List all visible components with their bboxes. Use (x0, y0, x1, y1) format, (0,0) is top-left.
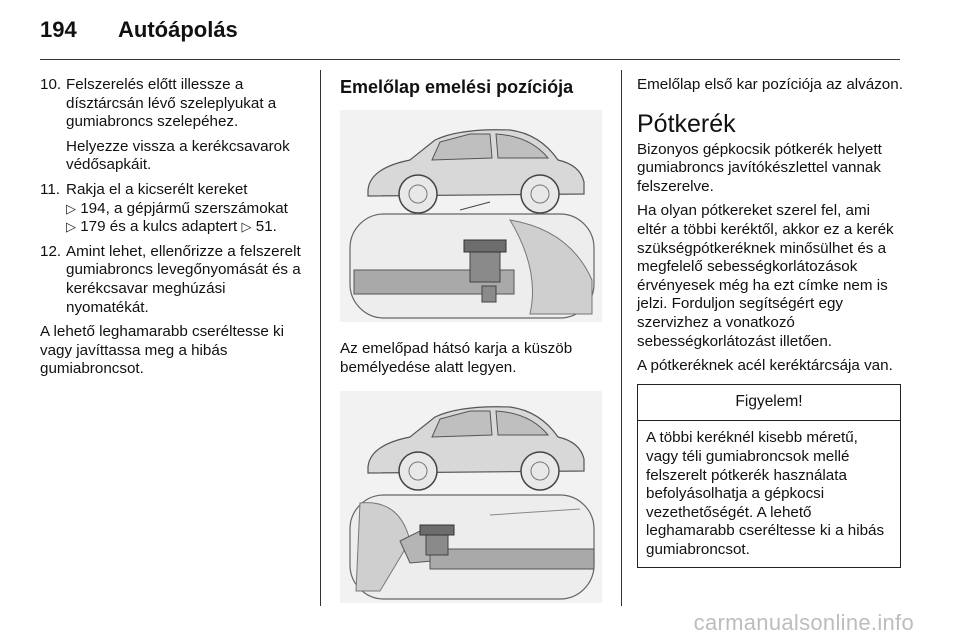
page-header (40, 12, 238, 48)
list-text: Rakja el a kicserélt kereket (66, 180, 248, 198)
figure-rear-lift-point (340, 110, 602, 322)
figure-front-lift-point (340, 391, 602, 603)
list-paragraph: Amint lehet, ellenőrizze a felszerelt gumiabroncs levegőnyomását és a kerékcsavar meghúzási nyomatékát. (66, 242, 301, 316)
page-reference-icon: ▷ (241, 219, 252, 235)
list-paragraph (66, 181, 308, 237)
header-divider (40, 59, 900, 60)
page-reference-icon: ▷ (66, 219, 76, 235)
intro-paragraph: Emelőlap első kar pozíciója az alvázon. (637, 76, 903, 93)
body-paragraph: Ha olyan pótkereket szerel fel, ami eltér a többi keréktől, akkor ez a kerék szükségpótkeréknek minősülhet és a megfelelő sebességkorlátozások érvényesek még ha ezt címke nem is jelzi. Forduljon segítségért egy szervizhez a vonatkozó sebességkorlátozást illetően. (637, 202, 894, 350)
body-paragraph: A pótkeréknek acél keréktárcsája van. (637, 357, 893, 375)
list-item-12 (40, 243, 308, 317)
column-divider-1 (320, 70, 321, 606)
page-number: 194 (40, 17, 77, 42)
car-lift-illustration-2 (340, 391, 602, 603)
reference-link[interactable]: 51. (255, 218, 277, 236)
body-paragraph: Bizonyos gépkocsik pótkerék helyett gumiabroncs javítókészlettel vannak felszerelve. (637, 140, 882, 195)
section-heading-spare-wheel: Pótkerék (637, 109, 736, 138)
list-item-11 (40, 181, 308, 237)
column-divider-2 (621, 70, 622, 606)
car-lift-illustration-1 (340, 110, 602, 322)
list-paragraph: Helyezze vissza a kerékcsavarok védősapkáit. (66, 137, 290, 174)
column-1 (40, 76, 308, 379)
list-number: 11. (40, 180, 60, 198)
warning-title: Figyelem! (638, 385, 900, 422)
list-number: 10. (40, 76, 62, 93)
column-3 (637, 76, 903, 568)
closing-paragraph: A lehető leghamarabb cseréltesse ki vagy javíttassa meg a hibás gumiabroncsot. (40, 323, 284, 378)
column-2 (340, 76, 608, 603)
column-heading: Emelőlap emelési pozíciója (340, 77, 574, 97)
watermark: carmanualsonline.info (693, 610, 914, 635)
warning-box (637, 384, 901, 569)
list-paragraph: Felszerelés előtt illessze a dísztárcsán lévő szeleplyukat a gumiabroncs szelepéhez. (66, 76, 277, 131)
section-title: Autóápolás (118, 17, 238, 42)
list-item-10 (40, 76, 308, 175)
figure-caption: Az emelőpad hátsó karja a küszöb bemélyedése alatt legyen. (340, 340, 573, 376)
page-reference-icon: ▷ (66, 200, 76, 216)
list-number: 12. (40, 242, 62, 260)
reference-link[interactable]: 179 és a kulcs adaptert (80, 218, 238, 236)
reference-link[interactable]: 194, a gépjármű szerszámokat (80, 199, 288, 217)
warning-text: A többi keréknél kisebb méretű, vagy téli gumiabroncsok mellé felszerelt pótkerék használata befolyásolhatja a gépkocsi vezethetőségét. A lehető leghamarabb cseréltesse ki a hibás gumiabroncsot. (646, 429, 885, 558)
